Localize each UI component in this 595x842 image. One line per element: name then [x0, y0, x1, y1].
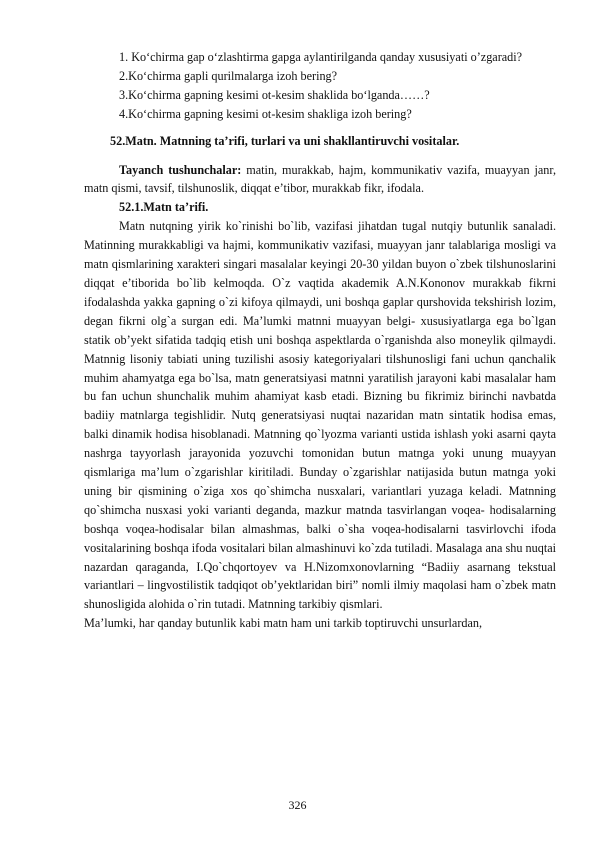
key-concepts [84, 161, 556, 199]
section-title: 52.Matn. Matnning ta’rifi, turlari va uni shakllantiruvchi vositalar. [110, 133, 460, 148]
body-last-line: Ma’lumki, har qanday butunlik kabi matn ham uni tarkib toptiruvchi unsurlardan, [84, 616, 483, 631]
question-1: 1. Ko‘chirma gap o‘zlashtirma gapga aylantirilganda qanday xususiyati o’zgaradi? [119, 50, 523, 64]
body-paragraph: Matn nutqning yirik ko`rinishi bo`lib, vazifasi jihatdan tugal nutqiy butunlik sanaladi. Matinning murakkabligi va hajmi, kommunikativ vazifasi, muayyan janr talablariga mosligi va matn qismlarining xarakteri singari masalalar keyingi 20-30 yildan buyon o`zbek tilshunoslarini diqqat e’tiborida bo`lib kelmoqda. O`z vaqtida akademik A.N.Kononov murakkab fikrni ifodalashda yakka gapning o`zi kifoya qilmaydi, uni boshqa gaplar qurshovida tekshirish lozim, degan fikrni olg`a surgan edi. Ma’lumki matnni muayyan belgi- xususiyatlarga ega bo`lgan statik ob’yekt sifatida tadqiq etish uni boshqa aspektlarda o`rganishda also moneylik qilmaydi. Matnnig lisoniy tabiati uning tuzilishi asosiy kategoriyalari tilshunosligi fani uchun qanchalik muhim ahamyatga ega bo`lsa, matn generatsiyasi matnni yaratilish jarayoni kabi masalalar ham bu fan uchun shunchalik muhim ahamiyat kasb etadi. Bizning bu fikrimiz birinchi navbatda badiiy matnlarga tegishlidir. Nutq generatsiyasi nuqtai nazaridan matn sintatik hodisa emas, balki dinamik hodisa hisoblanadi. Matnning qo`lyozma varianti ustida ishlash yoki asarni qayta nashrga tayyorlash jarayonida yozuvchi tomonidan butun matnga yoki unung muayyan qismlariga ma’lum o`zgarishlar kiritiladi. Bunday o`zgarishlar natijasida butun matnga yoki uning bir qismining o`ziga xos qo`shimcha nusxalari, variantlari yuzaga keladi. Matnning qo`shimcha nusxasi yoki varianti deganda, mazkur matnda tasvirlangan voqea- hodisalarning boshqa voqea-hodisalar bilan almashmas, balki o`sha voqea-hodisalarni tasvirlovchi ifoda vositalarining boshqa ifoda vositalari bilan almashinuvi ko`zda tutiladi. Masalaga ana shu nuqtai nazardan qaraganda, I.Qo`chqortoyev va H.Nizomxonovlarning “Badiiy asarnang tekstual variantlari – lingvostilistik tadqiqot ob’yektlaridan biri” nomli ilmiy maqolasi ham o`zbek matn shunosligida alohida o`rin tutadi. Matnning tarkibiy qismlari. [84, 219, 556, 612]
subsection-title: 52.1.Matn ta’rifi. [119, 200, 209, 215]
document-page [84, 48, 556, 633]
question-2: 2.Ko‘chirma gapli qurilmalarga izoh bering? [119, 68, 338, 83]
key-concepts-label: Tayanch tushunchalar: [119, 162, 242, 177]
question-4: 4.Ko‘chirma gapning kesimi ot-kesim shakliga izoh bering? [119, 106, 412, 121]
question-3: 3.Ko‘chirma gapning kesimi ot-kesim shaklida bo‘lganda……? [119, 87, 430, 102]
page-number: 326 [288, 798, 307, 812]
key-concepts-text: matin, murakkab, hajm, kommunikativ vazifa, muayyan janr, matn qismi, tavsif, tilshunoslik, diqqat e’tibor, murakkab fikr, ifodala. [84, 162, 556, 196]
